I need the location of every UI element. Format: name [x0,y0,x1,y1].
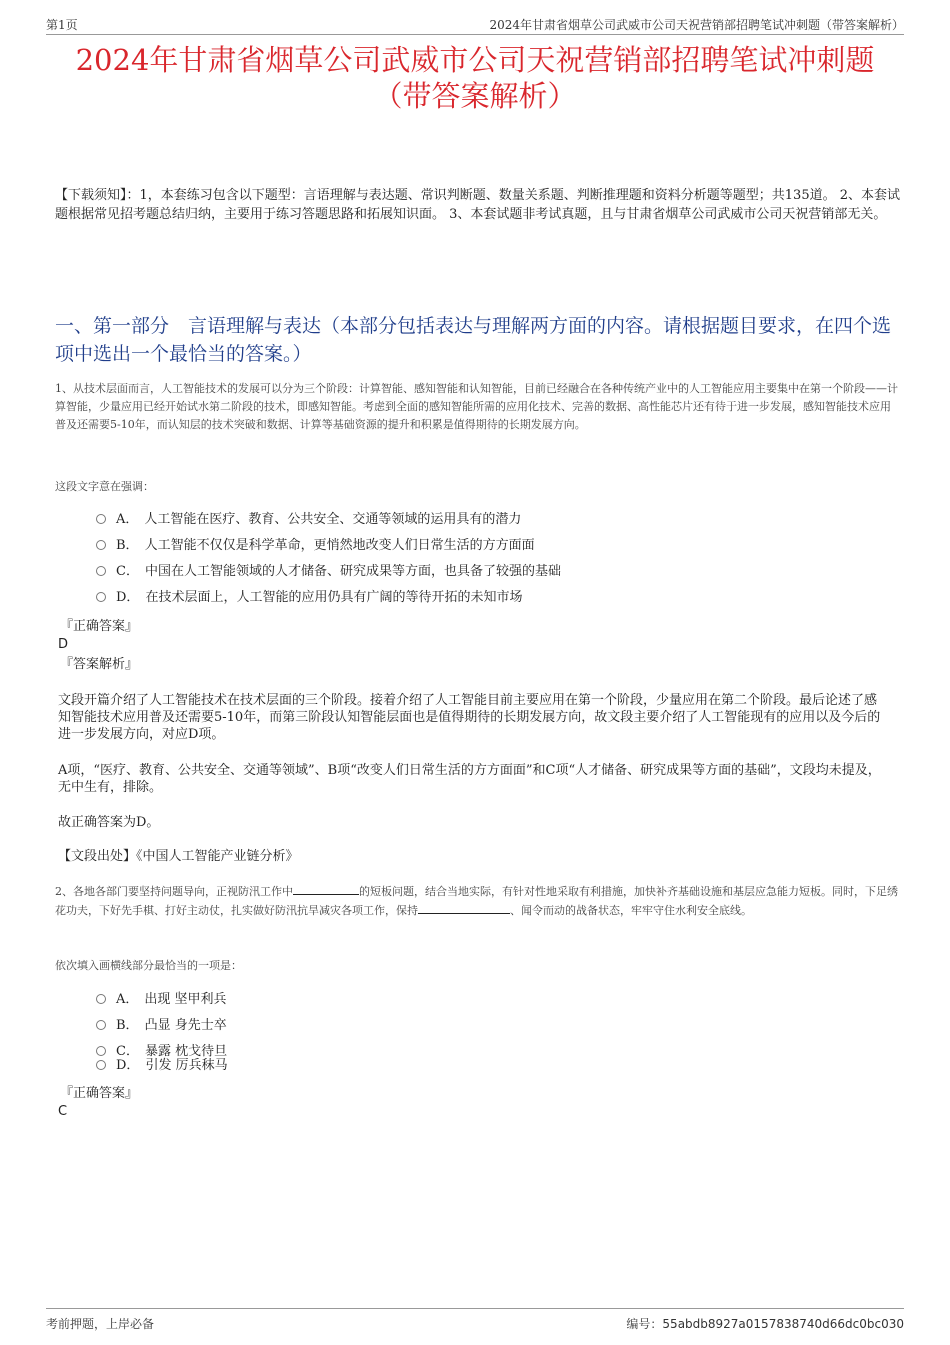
fill-blank-1[interactable] [293,882,359,895]
question-2-option-c[interactable]: C． 暴露 枕戈待旦 [96,1042,227,1062]
radio-icon[interactable] [96,540,106,550]
document-code: 编号：55abdb8927a0157838740d66dc0bc030 [626,1317,904,1331]
question-1-analysis-label: 『答案解析』 [60,657,139,672]
radio-icon[interactable] [96,1060,106,1070]
page-header [46,14,904,35]
section-title: 一、第一部分 言语理解与表达（本部分包括表达与理解两方面的内容。请根据题目要求，在四个选项中选出一个最恰当的答案。） [55,315,892,365]
radio-icon[interactable] [96,1020,106,1030]
page-footer [46,1308,904,1331]
footer-slogan: 考前押题，上岸必备 [46,1317,155,1331]
radio-icon[interactable] [96,592,106,602]
question-2-answer-label: 『正确答案』 [60,1086,139,1101]
question-1-option-a[interactable]: A． 人工智能在医疗、教育、公共安全、交通等领域的运用具有的潜力 [96,510,521,530]
question-2-text: 2、各地各部门要坚持问题导向，正视防汛工作中 的短板问题，结合当地实际，有针对性地采取有利措施，加快补齐基础设施和基层应急能力短板。同时，下足绣花功夫，下好先手棋、打好主动仗，扎实做好防汛抗旱减灾各项工作，保持 、闻令而动的战备状态，牢牢守住水利安全底线。 [55,882,900,920]
question-2-answer: C [58,1104,68,1119]
fill-blank-2[interactable] [418,901,510,914]
radio-icon[interactable] [96,514,106,524]
question-1-option-c[interactable]: C． 中国在人工智能领域的人才储备、研究成果等方面，也具备了较强的基础 [96,562,561,582]
question-1-analysis-paragraph-3: 故正确答案为D。 [58,815,160,830]
question-1-analysis-paragraph-1: 文段开篇介绍了人工智能技术在技术层面的三个阶段。接着介绍了人工智能目前主要应用在第一个阶段，少量应用在第二个阶段。最后论述了感知智能技术应用普及还需要5-10年，而第三阶段认知智能层面也是值得期待的长期发展方向，故文段主要介绍了人工智能现有的应用以及今后的进一步发展方向，对应D项。 [58,693,881,742]
question-2-option-d[interactable]: D． 引发 厉兵秣马 [96,1056,228,1076]
question-1-text: 1、从技术层面而言，人工智能技术的发展可以分为三个阶段：计算智能、感知智能和认知智能，目前已经融合在各种传统产业中的人工智能应用主要集中在第一个阶段——计算智能，少量应用已经开始试水第二阶段的技术，即感知智能。考虑到全面的感知智能所需的应用化技术、完善的数据、高性能芯片还有待于进一步发展，感知智能技术应用普及还需要5-10年，而认知层的技术突破和数据、计算等基础资源的提升和积累是值得期待的长期发展方向。 [55,382,898,431]
download-notice: 【下载须知】：1，本套练习包含以下题型：言语理解与表达题、常识判断题、数量关系题、判断推理题和资料分析题等题型；共135道。 2、本套试题根据常见招考题总结归纳，主要用于练习答题思路和拓展知识面。 3、本套试题非考试真题，且与甘肃省烟草公司武威市公司天祝营销部无关。 [55,188,900,222]
question-1-answer-label: 『正确答案』 [60,619,139,634]
question-1-prompt: 这段文字意在强调： [55,480,154,493]
question-2-option-b[interactable]: B． 凸显 身先士卒 [96,1016,227,1036]
question-1-answer: D [58,637,69,652]
page-number: 第1页 [46,18,78,32]
radio-icon[interactable] [96,1046,106,1056]
title-line-1: 2024年甘肃省烟草公司武威市公司天祝营销部招聘笔试冲刺题 [75,43,875,77]
question-1-analysis-paragraph-2: A项，“医疗、教育、公共安全、交通等领域”、B项“改变人们日常生活的方方面面”和C项“人才储备、研究成果等方面的基础”，文段均未提及，无中生有，排除。 [58,763,881,795]
radio-icon[interactable] [96,566,106,576]
question-1-source: 【文段出处】《中国人工智能产业链分析》 [58,849,299,864]
radio-icon[interactable] [96,994,106,1004]
question-1-option-b[interactable]: B． 人工智能不仅仅是科学革命，更悄然地改变人们日常生活的方方面面 [96,536,535,556]
title-line-2: （带答案解析） [373,79,577,113]
question-2-prompt: 依次填入画横线部分最恰当的一项是： [55,959,242,972]
question-1-option-d[interactable]: D． 在技术层面上，人工智能的应用仍具有广阔的等待开拓的未知市场 [96,588,522,608]
question-2-option-a[interactable]: A． 出现 坚甲利兵 [96,990,227,1010]
header-document-name: 2024年甘肃省烟草公司武威市公司天祝营销部招聘笔试冲刺题（带答案解析） [489,18,904,32]
document-title [40,42,910,114]
